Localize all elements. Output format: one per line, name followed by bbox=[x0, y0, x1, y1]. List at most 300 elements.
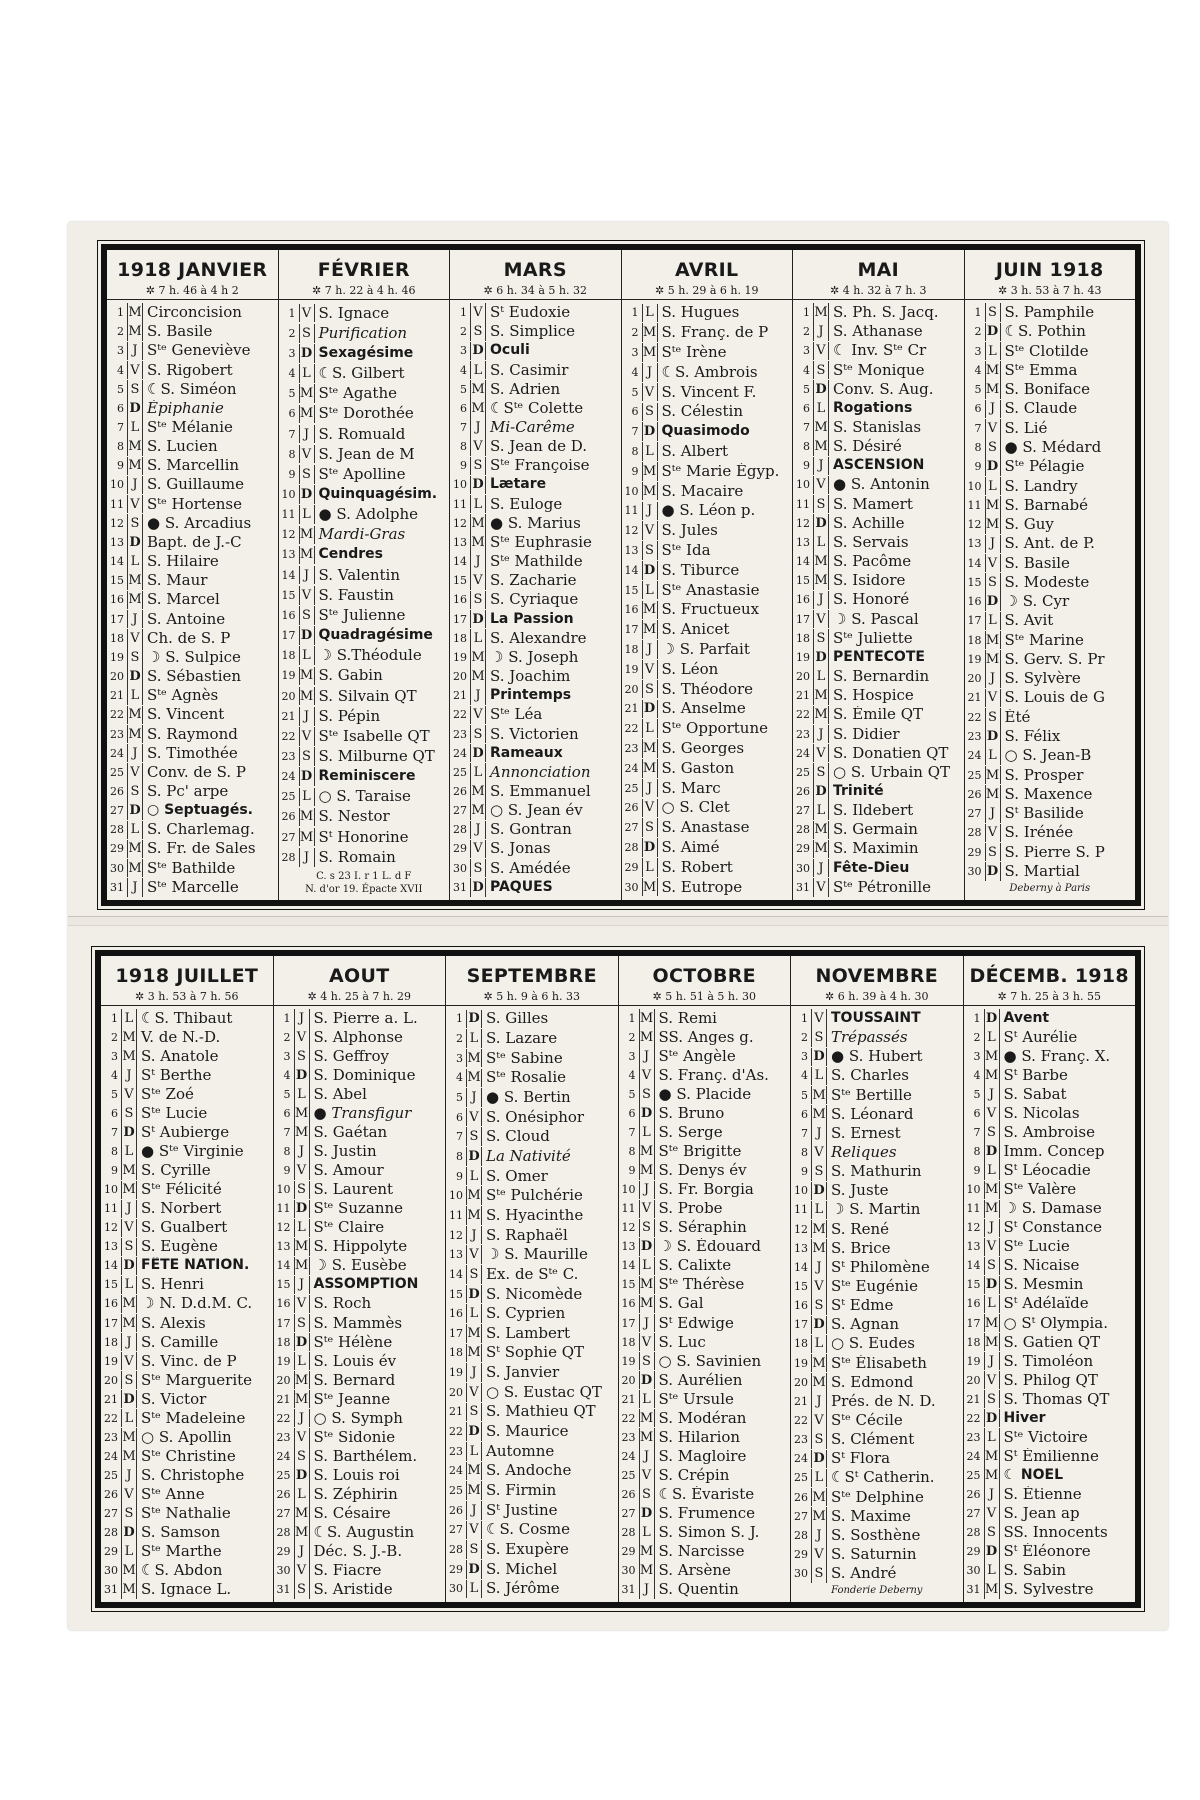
saint-name: ● S. Marius bbox=[490, 514, 581, 532]
saint-name: S. Séraphin bbox=[658, 1219, 747, 1237]
saint-name: Sᵗᵉ Isabelle QT bbox=[318, 727, 430, 745]
weekday-letter: S bbox=[466, 1265, 482, 1284]
saint-name: Sᵗ Aurélie bbox=[1003, 1029, 1078, 1047]
weekday-letter: J bbox=[984, 1352, 1000, 1371]
saint-name: Sᵗᵉ Mélanie bbox=[147, 419, 233, 437]
day-row bbox=[450, 591, 621, 610]
weekday-letter: D bbox=[985, 592, 1001, 611]
day-row bbox=[450, 418, 621, 437]
day-number: 18 bbox=[967, 633, 982, 647]
day-number: 6 bbox=[628, 1107, 636, 1121]
saint-name: S. Barthélem. bbox=[313, 1447, 418, 1465]
month-column bbox=[622, 250, 794, 900]
saint-name: S. Vincent F. bbox=[661, 383, 757, 401]
day-number: 4 bbox=[117, 363, 124, 377]
saint-name: S. Louis roi bbox=[313, 1466, 400, 1484]
saint-name: S. Landry bbox=[1004, 477, 1078, 495]
day-row bbox=[965, 535, 1136, 554]
day-row bbox=[279, 505, 450, 524]
day-number: 26 bbox=[276, 1487, 291, 1501]
saint-name: S. Franç. d'As. bbox=[658, 1067, 769, 1085]
saint-name: ☽ S. Damase bbox=[1003, 1200, 1102, 1218]
weekday-letter: S bbox=[127, 514, 143, 533]
weekday-letter: M bbox=[642, 344, 657, 360]
day-number: 22 bbox=[110, 708, 124, 722]
saint-name: ☾S. Pothin bbox=[1004, 323, 1086, 341]
saint-name: S. Sabin bbox=[1003, 1561, 1067, 1579]
saint-name: S. Amour bbox=[313, 1162, 384, 1180]
day-number: 7 bbox=[801, 1126, 808, 1140]
weekday-letter: M bbox=[128, 860, 142, 876]
weekday-letter: M bbox=[639, 1144, 654, 1160]
footnote-line: N. d'or 19. Épacte XVII bbox=[305, 884, 423, 896]
day-row bbox=[450, 821, 621, 840]
day-row bbox=[791, 1545, 963, 1564]
day-row bbox=[279, 667, 450, 686]
day-number: 10 bbox=[449, 1189, 463, 1203]
weekday-letter: M bbox=[642, 463, 657, 479]
day-number: 20 bbox=[104, 1373, 118, 1387]
day-number: 14 bbox=[281, 568, 296, 582]
day-row bbox=[791, 1162, 963, 1181]
day-number: 12 bbox=[967, 518, 982, 532]
weekday-letter: L bbox=[299, 788, 315, 807]
weekday-letter: D bbox=[813, 514, 829, 533]
day-row bbox=[279, 687, 450, 706]
day-number: 29 bbox=[276, 1544, 291, 1558]
day-row bbox=[274, 1371, 446, 1390]
saint-name: S. Ignace L. bbox=[141, 1580, 232, 1598]
day-row bbox=[274, 1561, 446, 1580]
weekday-letter: M bbox=[467, 1207, 481, 1223]
day-row bbox=[791, 1086, 963, 1105]
saint-name: FÊTE NATION. bbox=[141, 1257, 250, 1274]
saint-name: La Nativité bbox=[486, 1147, 571, 1165]
day-number: 16 bbox=[624, 603, 639, 617]
day-row bbox=[793, 821, 964, 840]
sunrise-sunset: ✲ 5 h. 29 à 6 h. 19 bbox=[622, 281, 793, 300]
saint-name: S. Onésiphor bbox=[486, 1108, 585, 1126]
saint-name: S. Mamert bbox=[833, 495, 913, 513]
saint-name: V. de N.-D. bbox=[141, 1029, 221, 1047]
saint-name: S. Euloge bbox=[490, 495, 563, 513]
weekday-letter: D bbox=[294, 1466, 310, 1485]
day-number: 15 bbox=[110, 574, 124, 588]
day-row bbox=[101, 1580, 273, 1599]
day-row bbox=[964, 1009, 1136, 1028]
weekday-letter: D bbox=[985, 727, 1001, 746]
day-row bbox=[964, 1485, 1136, 1504]
day-row bbox=[965, 727, 1136, 746]
day-number: 14 bbox=[110, 555, 124, 569]
day-row bbox=[791, 1450, 963, 1469]
day-number: 2 bbox=[460, 325, 467, 339]
saint-name: Reminiscere bbox=[318, 768, 416, 785]
weekday-letter: J bbox=[294, 1409, 310, 1428]
weekday-letter: D bbox=[470, 744, 486, 763]
day-row bbox=[965, 361, 1136, 380]
saint-name: Sᵗ Berthe bbox=[141, 1067, 212, 1085]
saint-name: S. Gerv. S. Pr bbox=[1004, 650, 1105, 668]
day-number: 22 bbox=[796, 708, 810, 722]
weekday-letter: M bbox=[814, 305, 828, 321]
saint-name: ○ Sᵗ Olympia. bbox=[1003, 1314, 1109, 1332]
day-number: 9 bbox=[117, 459, 124, 473]
day-number: 13 bbox=[110, 535, 124, 549]
day-row bbox=[274, 1485, 446, 1504]
weekday-letter: J bbox=[299, 566, 315, 585]
weekday-letter: D bbox=[984, 1142, 1000, 1161]
weekday-letter: M bbox=[639, 1429, 654, 1445]
weekday-letter: J bbox=[813, 859, 829, 878]
day-number: 22 bbox=[966, 1411, 981, 1425]
day-row bbox=[101, 1504, 273, 1523]
weekday-letter: D bbox=[121, 1257, 137, 1276]
day-number: 13 bbox=[621, 1240, 636, 1254]
weekday-letter: D bbox=[984, 1009, 1000, 1028]
day-number: 31 bbox=[276, 1582, 291, 1596]
day-number: 3 bbox=[111, 1050, 118, 1064]
weekday-letter: S bbox=[985, 573, 1001, 592]
saint-name: ☽ S. Parfait bbox=[661, 640, 750, 658]
day-number: 28 bbox=[796, 823, 810, 837]
day-number: 27 bbox=[796, 804, 810, 818]
day-row bbox=[101, 1466, 273, 1485]
printer-credit: Deberny à Paris bbox=[1009, 883, 1091, 895]
weekday-letter: S bbox=[985, 438, 1001, 457]
saint-name: S. Georges bbox=[661, 739, 745, 757]
day-number: 23 bbox=[449, 1444, 463, 1458]
day-row bbox=[965, 438, 1136, 457]
weekday-letter: J bbox=[466, 1501, 482, 1520]
day-row bbox=[446, 1206, 618, 1225]
saint-name: ☾S. Cosme bbox=[486, 1521, 571, 1539]
day-number: 30 bbox=[966, 1563, 981, 1577]
weekday-letter: D bbox=[642, 838, 658, 857]
day-row bbox=[274, 1181, 446, 1200]
day-number: 13 bbox=[966, 1240, 981, 1254]
saint-name: S. Émile QT bbox=[833, 706, 923, 724]
day-number: 16 bbox=[967, 595, 982, 609]
saint-name: S. Robert bbox=[661, 858, 733, 876]
day-list bbox=[622, 300, 793, 900]
saint-name: S. Frumence bbox=[658, 1504, 756, 1522]
sunrise-sunset: ✲ 3 h. 53 à 7 h. 56 bbox=[101, 987, 273, 1006]
day-row bbox=[965, 323, 1136, 342]
weekday-letter: V bbox=[294, 1428, 310, 1447]
day-number: 31 bbox=[796, 880, 810, 894]
day-number: 24 bbox=[794, 1452, 808, 1466]
day-row bbox=[619, 1276, 791, 1295]
day-row bbox=[450, 629, 621, 648]
weekday-letter: M bbox=[294, 1505, 309, 1521]
day-number: 22 bbox=[794, 1414, 808, 1428]
saint-name: S. Marc bbox=[661, 779, 721, 797]
day-row bbox=[791, 1009, 963, 1028]
saint-name: S. Gilles bbox=[486, 1010, 549, 1028]
saint-name: ○ S. Jean-B bbox=[1004, 747, 1092, 765]
day-number: 21 bbox=[104, 1392, 118, 1406]
day-row bbox=[101, 1447, 273, 1466]
day-number: 19 bbox=[453, 650, 467, 664]
weekday-letter: M bbox=[122, 1296, 136, 1312]
weekday-letter: M bbox=[471, 400, 485, 416]
day-number: 22 bbox=[281, 729, 296, 743]
day-row bbox=[446, 1422, 618, 1441]
day-number: 28 bbox=[624, 840, 639, 854]
day-row bbox=[107, 457, 278, 476]
day-row bbox=[964, 1047, 1136, 1066]
day-row bbox=[274, 1257, 446, 1276]
saint-name: S. Sabat bbox=[1003, 1086, 1067, 1104]
day-number: 17 bbox=[453, 612, 467, 626]
weekday-letter: M bbox=[299, 386, 314, 402]
day-number: 4 bbox=[283, 1069, 291, 1083]
day-number: 3 bbox=[283, 1050, 291, 1064]
weekday-letter: D bbox=[127, 667, 143, 686]
day-row bbox=[965, 380, 1136, 399]
day-row bbox=[622, 561, 793, 580]
day-number: 8 bbox=[974, 440, 982, 454]
saint-name: S. Léonard bbox=[831, 1105, 914, 1123]
day-row bbox=[791, 1105, 963, 1124]
day-number: 15 bbox=[624, 583, 639, 597]
day-row bbox=[107, 667, 278, 686]
saint-name: S. Servais bbox=[833, 533, 909, 551]
day-row bbox=[274, 1428, 446, 1447]
weekday-letter: M bbox=[639, 1296, 654, 1312]
weekday-letter: L bbox=[127, 821, 143, 840]
day-row bbox=[446, 1560, 618, 1579]
day-number: 15 bbox=[967, 575, 982, 589]
day-row bbox=[101, 1333, 273, 1352]
day-number: 24 bbox=[796, 746, 810, 760]
day-row bbox=[964, 1409, 1136, 1428]
month-column bbox=[791, 956, 964, 1602]
weekday-letter: D bbox=[466, 1285, 482, 1304]
weekday-letter: S bbox=[811, 1430, 827, 1449]
day-row bbox=[964, 1028, 1136, 1047]
day-row bbox=[446, 1501, 618, 1520]
day-number: 1 bbox=[460, 306, 467, 320]
saint-name: S. Macaire bbox=[661, 482, 744, 500]
day-number: 7 bbox=[283, 1126, 291, 1140]
weekday-letter: M bbox=[299, 668, 314, 684]
day-number: 21 bbox=[966, 1392, 981, 1406]
day-number: 2 bbox=[283, 1031, 291, 1045]
weekday-letter: D bbox=[299, 344, 315, 363]
day-row bbox=[793, 725, 964, 744]
sunrise-sunset: ✲ 5 h. 9 à 6 h. 33 bbox=[446, 987, 618, 1006]
day-number: 11 bbox=[449, 1208, 463, 1222]
saint-name: Sᵗᵉ Emma bbox=[1004, 361, 1078, 379]
day-row bbox=[793, 744, 964, 763]
weekday-letter: J bbox=[121, 1466, 137, 1485]
day-number: 16 bbox=[794, 1299, 808, 1313]
day-row bbox=[793, 610, 964, 629]
weekday-letter: M bbox=[122, 1448, 136, 1464]
day-row bbox=[619, 1504, 791, 1523]
weekday-letter: M bbox=[812, 1355, 826, 1371]
saint-name: Sᵗᵉ Ida bbox=[661, 541, 711, 559]
day-row bbox=[274, 1523, 446, 1542]
weekday-letter: V bbox=[813, 342, 829, 361]
day-row bbox=[622, 521, 793, 540]
day-row bbox=[446, 1481, 618, 1500]
weekday-letter: V bbox=[813, 744, 829, 763]
day-number: 28 bbox=[967, 826, 982, 840]
weekday-letter: J bbox=[984, 1485, 1000, 1504]
saint-name: Sᵗᵉ Valère bbox=[1003, 1181, 1077, 1199]
day-row bbox=[793, 878, 964, 897]
saint-name: S. Simplice bbox=[490, 323, 576, 341]
month-column bbox=[107, 250, 279, 900]
day-row bbox=[107, 495, 278, 514]
saint-name: Sᵗᵉ Nathalie bbox=[141, 1504, 231, 1522]
saint-name: S. Sylvestre bbox=[1003, 1580, 1094, 1598]
saint-name: S. Pc' arpe bbox=[147, 782, 229, 800]
saint-name: S. Martial bbox=[1004, 862, 1080, 880]
weekday-letter: M bbox=[294, 1239, 309, 1255]
weekday-letter: S bbox=[121, 1371, 137, 1390]
day-row bbox=[619, 1428, 791, 1447]
day-number: 12 bbox=[276, 1221, 291, 1235]
weekday-letter: J bbox=[984, 1219, 1000, 1238]
saint-name: S. Camille bbox=[141, 1333, 219, 1351]
weekday-letter: M bbox=[984, 1581, 999, 1597]
day-row bbox=[279, 546, 450, 565]
weekday-letter: M bbox=[128, 458, 142, 474]
saint-name: S. Didier bbox=[833, 725, 900, 743]
saint-name: ○ S. Symph bbox=[313, 1409, 403, 1427]
day-list bbox=[450, 300, 621, 900]
saint-name: Sᵗᵉ Ursule bbox=[658, 1390, 734, 1408]
weekday-letter: L bbox=[813, 533, 829, 552]
day-row bbox=[446, 1049, 618, 1068]
weekday-letter: M bbox=[467, 1345, 481, 1361]
day-row bbox=[274, 1219, 446, 1238]
day-row bbox=[107, 878, 278, 897]
day-number: 25 bbox=[967, 768, 982, 782]
weekday-letter: D bbox=[813, 648, 829, 667]
day-number: 26 bbox=[624, 801, 639, 815]
day-number: 13 bbox=[449, 1248, 463, 1262]
day-row bbox=[964, 1085, 1136, 1104]
weekday-letter: M bbox=[814, 439, 828, 455]
weekday-letter: S bbox=[985, 303, 1001, 322]
day-row bbox=[446, 1167, 618, 1186]
saint-name: S. Cyprien bbox=[486, 1305, 566, 1323]
day-row bbox=[107, 629, 278, 648]
day-row bbox=[619, 1238, 791, 1257]
weekday-letter: D bbox=[121, 1523, 137, 1542]
saint-name: S. Désiré bbox=[833, 438, 902, 456]
saint-name: S. Anatole bbox=[141, 1048, 219, 1066]
saint-name: Sᵗᵉ Eugénie bbox=[831, 1278, 918, 1296]
day-number: 14 bbox=[966, 1259, 981, 1273]
day-number: 9 bbox=[456, 1169, 463, 1183]
weekday-letter: M bbox=[294, 1524, 309, 1540]
saint-name: S. Justin bbox=[313, 1143, 377, 1161]
saint-name: S. Anicet bbox=[661, 621, 730, 639]
weekday-letter: J bbox=[811, 1124, 827, 1143]
saint-name: Sᵗᵉ Juliette bbox=[833, 629, 913, 647]
day-row bbox=[793, 399, 964, 418]
day-number: 15 bbox=[449, 1287, 463, 1301]
weekday-letter: D bbox=[127, 533, 143, 552]
day-number: 12 bbox=[453, 516, 467, 530]
month-title: DÉCEMB. 1918 bbox=[969, 965, 1129, 987]
day-row bbox=[791, 1182, 963, 1201]
day-number: 25 bbox=[794, 1471, 808, 1485]
day-row bbox=[619, 1142, 791, 1161]
day-number: 1 bbox=[456, 1012, 463, 1026]
saint-name: S. Magloire bbox=[658, 1447, 747, 1465]
day-row bbox=[622, 601, 793, 620]
weekday-letter: M bbox=[814, 420, 828, 436]
weekday-letter: V bbox=[121, 1219, 137, 1238]
weekday-letter: V bbox=[127, 495, 143, 514]
day-number: 23 bbox=[794, 1433, 808, 1447]
day-row bbox=[107, 801, 278, 820]
day-row bbox=[622, 403, 793, 422]
day-row bbox=[965, 303, 1136, 322]
month-column bbox=[274, 956, 447, 1602]
saint-name: S. Probe bbox=[658, 1200, 723, 1218]
weekday-letter: D bbox=[985, 862, 1001, 881]
day-row bbox=[107, 706, 278, 725]
day-number: 4 bbox=[288, 367, 296, 381]
saint-name: Trépassés bbox=[831, 1029, 908, 1047]
weekday-letter: J bbox=[639, 1580, 655, 1599]
saint-name: ☽ N. D.d.M. C. bbox=[141, 1295, 253, 1313]
saint-name: S. Maxence bbox=[1004, 785, 1093, 803]
weekday-letter: M bbox=[467, 1325, 481, 1341]
day-number: 19 bbox=[621, 1354, 636, 1368]
day-row bbox=[965, 689, 1136, 708]
weekday-letter: V bbox=[639, 1466, 655, 1485]
saint-name: ☾S. Abdon bbox=[141, 1561, 223, 1579]
day-number: 4 bbox=[111, 1069, 118, 1083]
weekday-letter: M bbox=[985, 786, 1000, 802]
saint-name: S. Guy bbox=[1004, 516, 1054, 534]
saint-name: S. Mesmin bbox=[1003, 1276, 1084, 1294]
weekday-letter: S bbox=[127, 648, 143, 667]
saint-name: S. Avit bbox=[1004, 612, 1054, 630]
saint-name: S. Roch bbox=[313, 1295, 372, 1313]
day-number: 28 bbox=[621, 1525, 636, 1539]
day-number: 6 bbox=[456, 1110, 463, 1124]
month-title: AVRIL bbox=[675, 259, 739, 281]
day-row bbox=[791, 1430, 963, 1449]
day-row bbox=[619, 1580, 791, 1599]
weekday-letter: M bbox=[299, 688, 314, 704]
day-row bbox=[107, 514, 278, 533]
saint-name: Sᵗ Adélaïde bbox=[1003, 1295, 1089, 1313]
day-number: 28 bbox=[794, 1528, 808, 1542]
saint-name: Avent bbox=[1003, 1010, 1050, 1027]
day-number: 16 bbox=[621, 1297, 636, 1311]
saint-name: Sᵗᵉ Opportune bbox=[661, 720, 768, 738]
saint-name: S. Gontran bbox=[490, 821, 572, 839]
day-number: 2 bbox=[288, 326, 296, 340]
saint-name: S. Simon S. J. bbox=[658, 1523, 760, 1541]
weekday-letter: M bbox=[812, 1374, 826, 1390]
saint-name: Sᵗᵉ Geneviève bbox=[147, 342, 251, 360]
day-number: 1 bbox=[974, 306, 982, 320]
weekday-letter: J bbox=[299, 707, 315, 726]
saint-name: S. Mammès bbox=[313, 1314, 403, 1332]
